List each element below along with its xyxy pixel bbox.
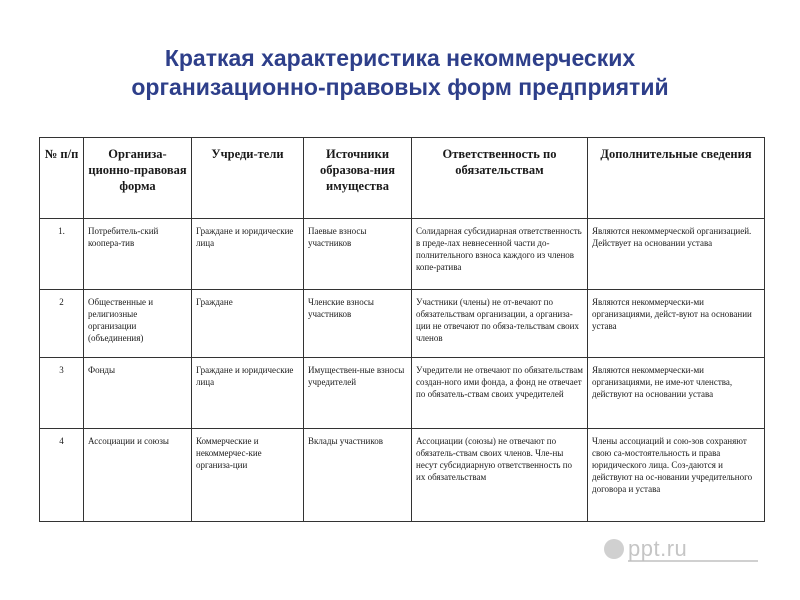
cell-number: 2 — [40, 290, 84, 358]
header-property-sources: Источники образова-ния имущества — [304, 138, 412, 219]
cell-number: 4 — [40, 429, 84, 522]
table-row — [40, 358, 765, 429]
header-founders: Учреди-тели — [192, 138, 304, 219]
cell-number: 1. — [40, 219, 84, 290]
cell-additional-info: Члены ассоциаций и сою-зов сохраняют свою са-мостоятельность и права юридического лица. Соз-даются и действуют на ос-новании учредительного договора и устава — [588, 429, 765, 522]
cell-founders: Граждане — [192, 290, 304, 358]
header-additional-info: Дополнительные сведения — [588, 138, 765, 219]
watermark-logo-icon — [604, 539, 624, 559]
cell-property-sources: Паевые взносы участников — [304, 219, 412, 290]
table-row — [40, 429, 765, 522]
cell-additional-info: Являются некоммерческой организацией. Действует на основании устава — [588, 219, 765, 290]
cell-legal-form: Ассоциации и союзы — [84, 429, 192, 522]
cell-founders: Граждане и юридические лица — [192, 219, 304, 290]
table-row — [40, 290, 765, 358]
header-number: № п/п — [40, 138, 84, 219]
cell-number: 3 — [40, 358, 84, 429]
header-liability: Ответственность по обязательствам — [412, 138, 588, 219]
title-line-2: организационно-правовых форм предприятий — [131, 74, 669, 100]
header-legal-form: Организа-ционно-правовая форма — [84, 138, 192, 219]
watermark — [604, 536, 687, 562]
cell-legal-form: Общественные и религиозные организации (объединения) — [84, 290, 192, 358]
table-row — [40, 219, 765, 290]
cell-legal-form: Фонды — [84, 358, 192, 429]
cell-additional-info: Являются некоммерчески-ми организациями, дейст-вуют на основании устава — [588, 290, 765, 358]
slide-title — [40, 44, 760, 102]
cell-liability: Солидарная субсидиарная ответственность в преде-лах невнесенной части до-полнительного взноса каждого из членов копе-ратива — [412, 219, 588, 290]
cell-property-sources: Имуществен-ные взносы учредителей — [304, 358, 412, 429]
cell-liability: Учредители не отвечают по обязательствам создан-ного ими фонда, а фонд не отвечает по обязатель-ствам своих учредителей — [412, 358, 588, 429]
cell-legal-form: Потребитель-ский коопера-тив — [84, 219, 192, 290]
cell-property-sources: Вклады участников — [304, 429, 412, 522]
cell-property-sources: Членские взносы участников — [304, 290, 412, 358]
watermark-underline — [628, 560, 758, 562]
cell-liability: Ассоциации (союзы) не отвечают по обязатель-ствам своих членов. Чле-ны несут субсидиарную ответственность по их обязательствам — [412, 429, 588, 522]
cell-additional-info: Являются некоммерчески-ми организациями, не име-ют членства, действуют на основании устава — [588, 358, 765, 429]
characteristics-table — [39, 137, 765, 522]
cell-founders: Коммерческие и некоммерчес-кие организа-ции — [192, 429, 304, 522]
table-header-row — [40, 138, 765, 219]
title-line-1: Краткая характеристика некоммерческих — [164, 45, 636, 71]
watermark-text: ppt.ru — [628, 536, 688, 561]
cell-liability: Участники (члены) не от-вечают по обязательствам организации, а организа-ции не отвечают по обяза-тельствам своих членов — [412, 290, 588, 358]
cell-founders: Граждане и юридические лица — [192, 358, 304, 429]
